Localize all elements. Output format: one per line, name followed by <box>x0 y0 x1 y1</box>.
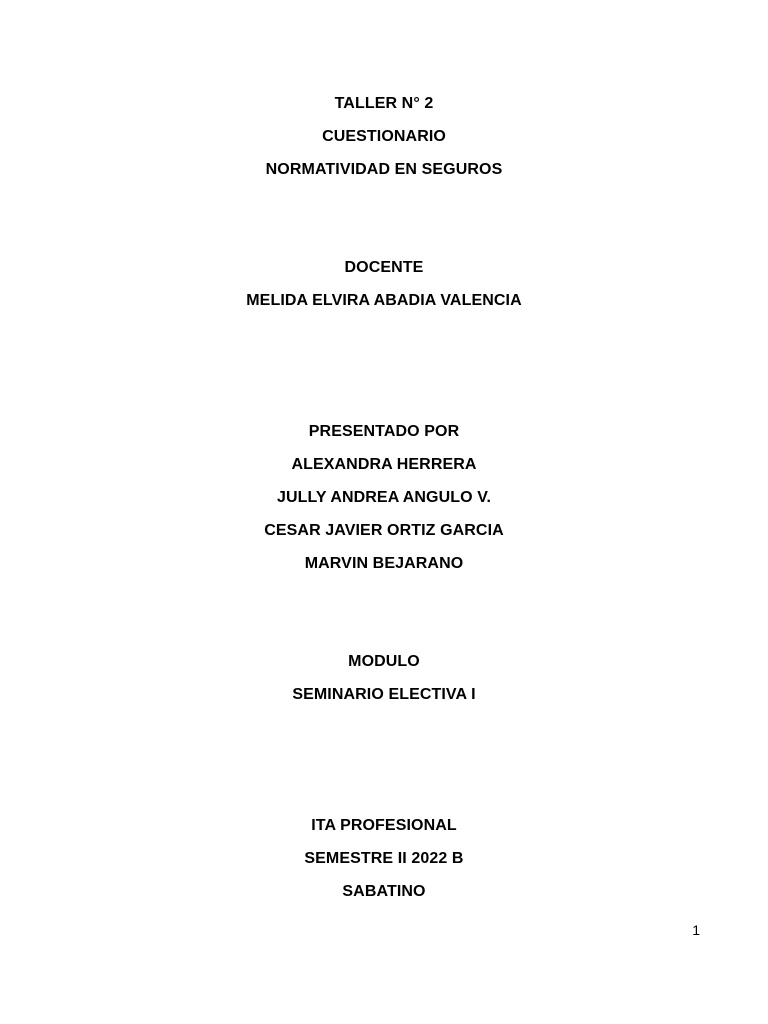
author-name: CESAR JAVIER ORTIZ GARCIA <box>264 522 504 539</box>
docente-heading: DOCENTE <box>344 259 424 276</box>
subject-title: NORMATIVIDAD EN SEGUROS <box>265 161 503 178</box>
semester-label: SEMESTRE II 2022 B <box>304 850 464 867</box>
workshop-title: TALLER N° 2 <box>334 95 434 112</box>
institution-name: ITA PROFESIONAL <box>311 817 457 834</box>
author-name: ALEXANDRA HERRERA <box>291 456 477 473</box>
author-name: MARVIN BEJARANO <box>304 555 464 572</box>
presentado-heading: PRESENTADO POR <box>308 423 460 440</box>
author-name: JULLY ANDREA ANGULO V. <box>276 489 492 506</box>
modulo-heading: MODULO <box>348 653 420 670</box>
schedule-label: SABATINO <box>342 883 426 900</box>
modulo-name: SEMINARIO ELECTIVA I <box>292 686 476 703</box>
page-number: 1 <box>692 922 700 938</box>
docente-name: MELIDA ELVIRA ABADIA VALENCIA <box>246 292 522 309</box>
document-type: CUESTIONARIO <box>322 128 446 145</box>
